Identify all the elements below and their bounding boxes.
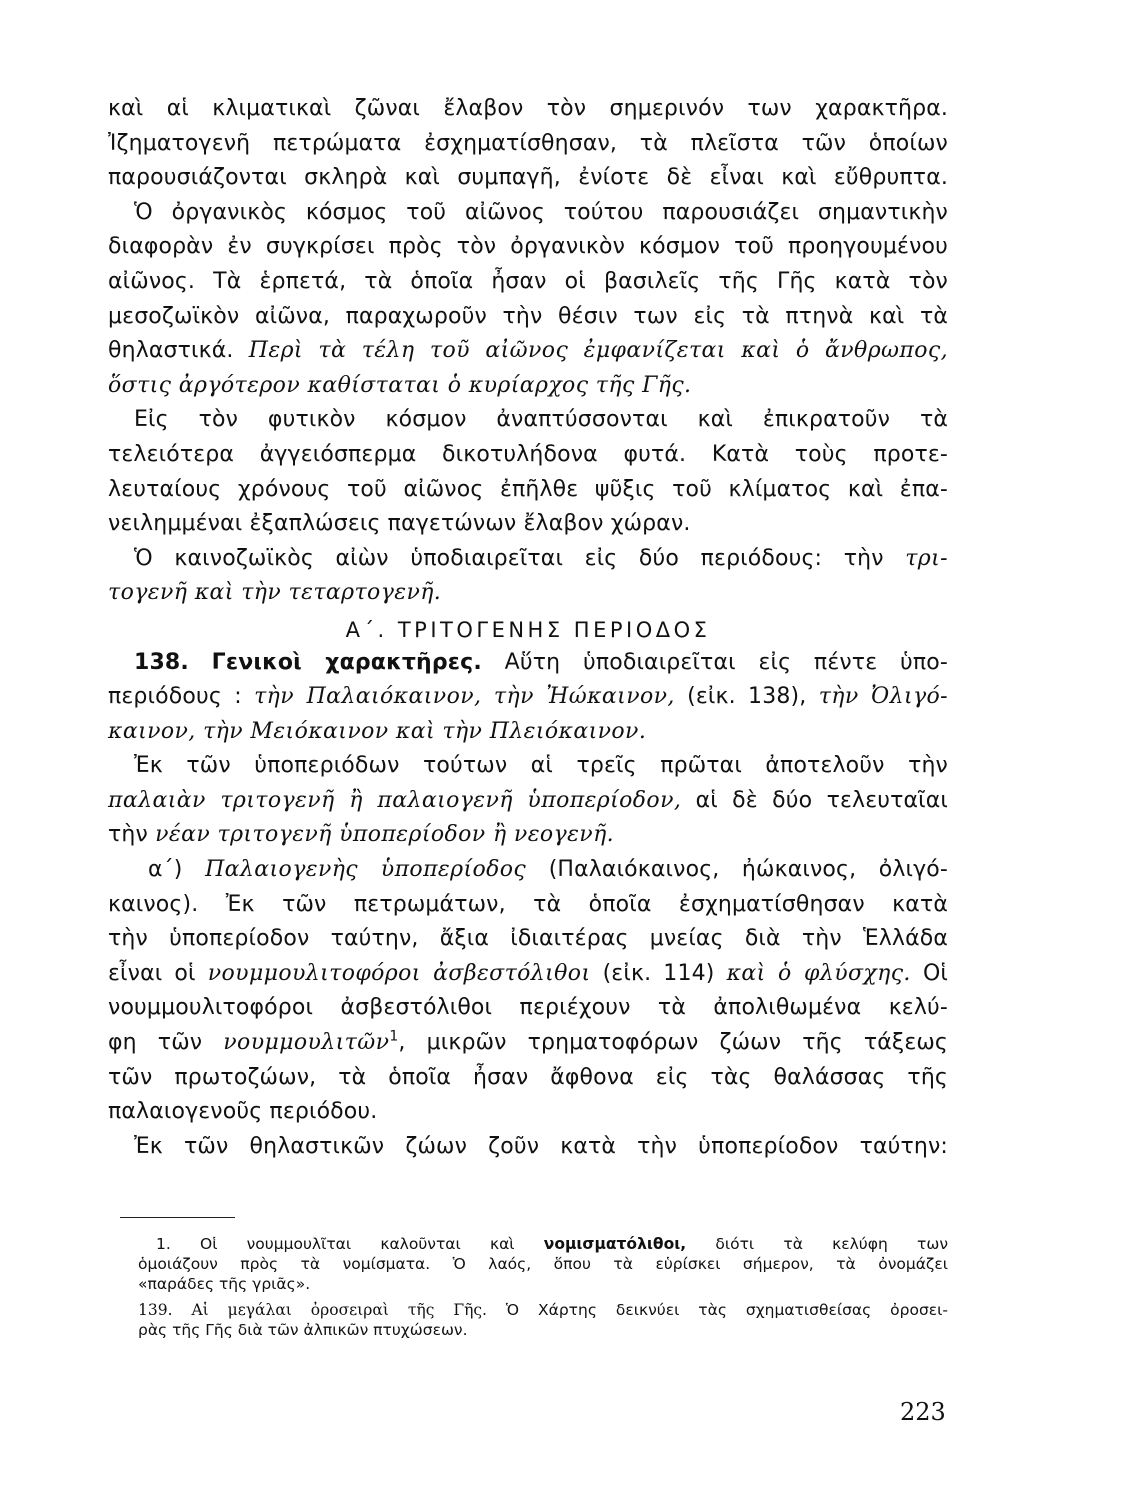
text-line: α΄) Παλαιογενὴς ὑποπερίοδος (Παλαιόκαινος, ἠώκαινος, ὀλιγό-: [148, 857, 948, 883]
text-line: Εἰς τὸν φυτικὸν κόσμον ἀναπτύσσονται καὶ ἐπικρατοῦν τὰ: [134, 407, 948, 433]
text-line: παλαιὰν τριτογενῆ ἢ παλαιογενῆ ὑποπερίοδον, αἱ δὲ δύο τελευταῖαι: [108, 787, 949, 813]
text-line: αἰῶνος. Τὰ ἑρπετά, τὰ ὁποῖα ἦσαν οἱ βασιλεῖς τῆς Γῆς κατὰ τὸν: [108, 268, 948, 294]
text-line: τογενῆ καὶ τὴν τεταρτογενῆ.: [108, 580, 442, 606]
text-line: τὴν νέαν τριτογενῆ ὑποπερίοδον ἢ νεογενῆ.: [108, 822, 615, 848]
text-line: θηλαστικά. Περὶ τὰ τέλη τοῦ αἰῶνος ἐμφανίζεται καὶ ὁ ἄνθρωπος,: [108, 338, 948, 364]
text-line: καινος). Ἐκ τῶν πετρωμάτων, τὰ ὁποῖα ἐσχηματίσθησαν κατὰ: [108, 891, 948, 917]
text-line: Ἐκ τῶν θηλαστικῶν ζώων ζοῦν κατὰ τὴν ὑποπερίοδον ταύτην:: [134, 1133, 948, 1159]
figure-caption-line: 139. Αἱ μεγάλαι ὀροσειραὶ τῆς Γῆς. Ὁ Χάρτης δεικνύει τὰς σχηματισθείσας ὀροσει-: [138, 1301, 948, 1319]
text-line: Ὁ ὀργανικὸς κόσμος τοῦ αἰῶνος τούτου παρουσιάζει σημαντικὴν: [134, 199, 948, 225]
section-heading: Α΄. ΤΡΙΤΟΓΕΝΗΣ ΠΕΡΙΟΔΟΣ: [345, 617, 711, 642]
text-line: εἶναι οἱ νουμμουλιτοφόροι ἀσβεστόλιθοι (εἰκ. 114) καὶ ὁ φλύσχης. Οἱ: [108, 960, 948, 986]
text-line: μεσοζωϊκὸν αἰῶνα, παραχωροῦν τὴν θέσιν των εἰς τὰ πτηνὰ καὶ τὰ: [108, 303, 948, 329]
footnotes: [138, 1234, 948, 1340]
text-line: τῶν πρωτοζώων, τὰ ὁποῖα ἦσαν ἄφθονα εἰς τὰς θαλάσσας τῆς: [108, 1064, 948, 1090]
text-line: Ἐκ τῶν ὑποπεριόδων τούτων αἱ τρεῖς πρῶται ἀποτελοῦν τὴν: [134, 753, 948, 779]
footnote-marker: 1: [389, 1028, 399, 1045]
text-line: καὶ αἱ κλιματικαὶ ζῶναι ἔλαβον τὸν σημερινόν των χαρακτῆρα.: [108, 96, 948, 121]
page-number: 223: [900, 1398, 946, 1426]
footnote-divider: [120, 1217, 235, 1218]
text-line: διαφορὰν ἐν συγκρίσει πρὸς τὸν ὀργανικὸν κόσμον τοῦ προηγουμένου: [108, 234, 948, 260]
text-line: νουμμουλιτοφόροι ἀσβεστόλιθοι περιέχουν τὰ ἀπολιθωμένα κελύ-: [108, 995, 948, 1021]
text-line: τελειότερα ἀγγειόσπερμα δικοτυλήδονα φυτά. Κατὰ τοὺς προτε-: [108, 441, 948, 467]
footnote-line: 1. Οἱ νουμμουλῖται καλοῦνται καὶ νομισματόλιθοι, διότι τὰ κελύφη των: [156, 1235, 948, 1253]
text-line: Ἰζηματογενῆ πετρώματα ἐσχηματίσθησαν, τὰ πλεῖστα τῶν ὁποίων: [108, 130, 948, 156]
text-line: νειλημμέναι ἐξαπλώσεις παγετώνων ἔλαβον χώραν.: [108, 511, 691, 537]
text-line: Ὁ καινοζωϊκὸς αἰὼν ὑποδιαιρεῖται εἰς δύο περιόδους: τὴν τρι-: [134, 545, 948, 571]
text-line: φη τῶν νουμμουλιτῶν$^1$, μικρῶν τρηματοφόρων ζώων τῆς τάξεως: [108, 1028, 948, 1056]
footnote-line: «παράδες τῆς γριᾶς».: [138, 1275, 311, 1293]
text-line: καινον, τὴν Μειόκαινον καὶ τὴν Πλειόκαινον.: [108, 718, 647, 744]
text-line: λευταίους χρόνους τοῦ αἰῶνος ἐπῆλθε ψῦξις τοῦ κλίματος καὶ ἐπα-: [108, 476, 948, 502]
text-line: περιόδους : τὴν Παλαιόκαινον, τὴν Ἠώκαινον, (εἰκ. 138), τὴν Ὀλιγό-: [108, 684, 948, 710]
text-line: παρουσιάζονται σκληρὰ καὶ συμπαγῆ, ἐνίοτε δὲ εἶναι καὶ εὔθρυπτα.: [108, 165, 948, 191]
text-line: τὴν ὑποπερίοδον ταύτην, ἄξια ἰδιαιτέρας μνείας διὰ τὴν Ἑλλάδα: [108, 926, 948, 952]
text-line: ὅστις ἀργότερον καθίσταται ὁ κυρίαρχος τῆς Γῆς.: [108, 372, 692, 398]
main-text: [108, 92, 948, 1164]
text-line: παλαιογενοῦς περιόδου.: [108, 1099, 378, 1125]
footnote-line: ὁμοιάζουν πρὸς τὰ νομίσματα. Ὁ λαός, ὅπου τὰ εὑρίσκει σήμερον, τὰ ὀνομάζει: [138, 1255, 948, 1273]
text-line: 138. Γενικοὶ χαρακτῆρες. Αὕτη ὑποδιαιρεῖται εἰς πέντε ὑπο-: [134, 649, 948, 675]
figure-caption-line: ρὰς τῆς Γῆς διὰ τῶν ἀλπικῶν πτυχώσεων.: [138, 1321, 468, 1339]
